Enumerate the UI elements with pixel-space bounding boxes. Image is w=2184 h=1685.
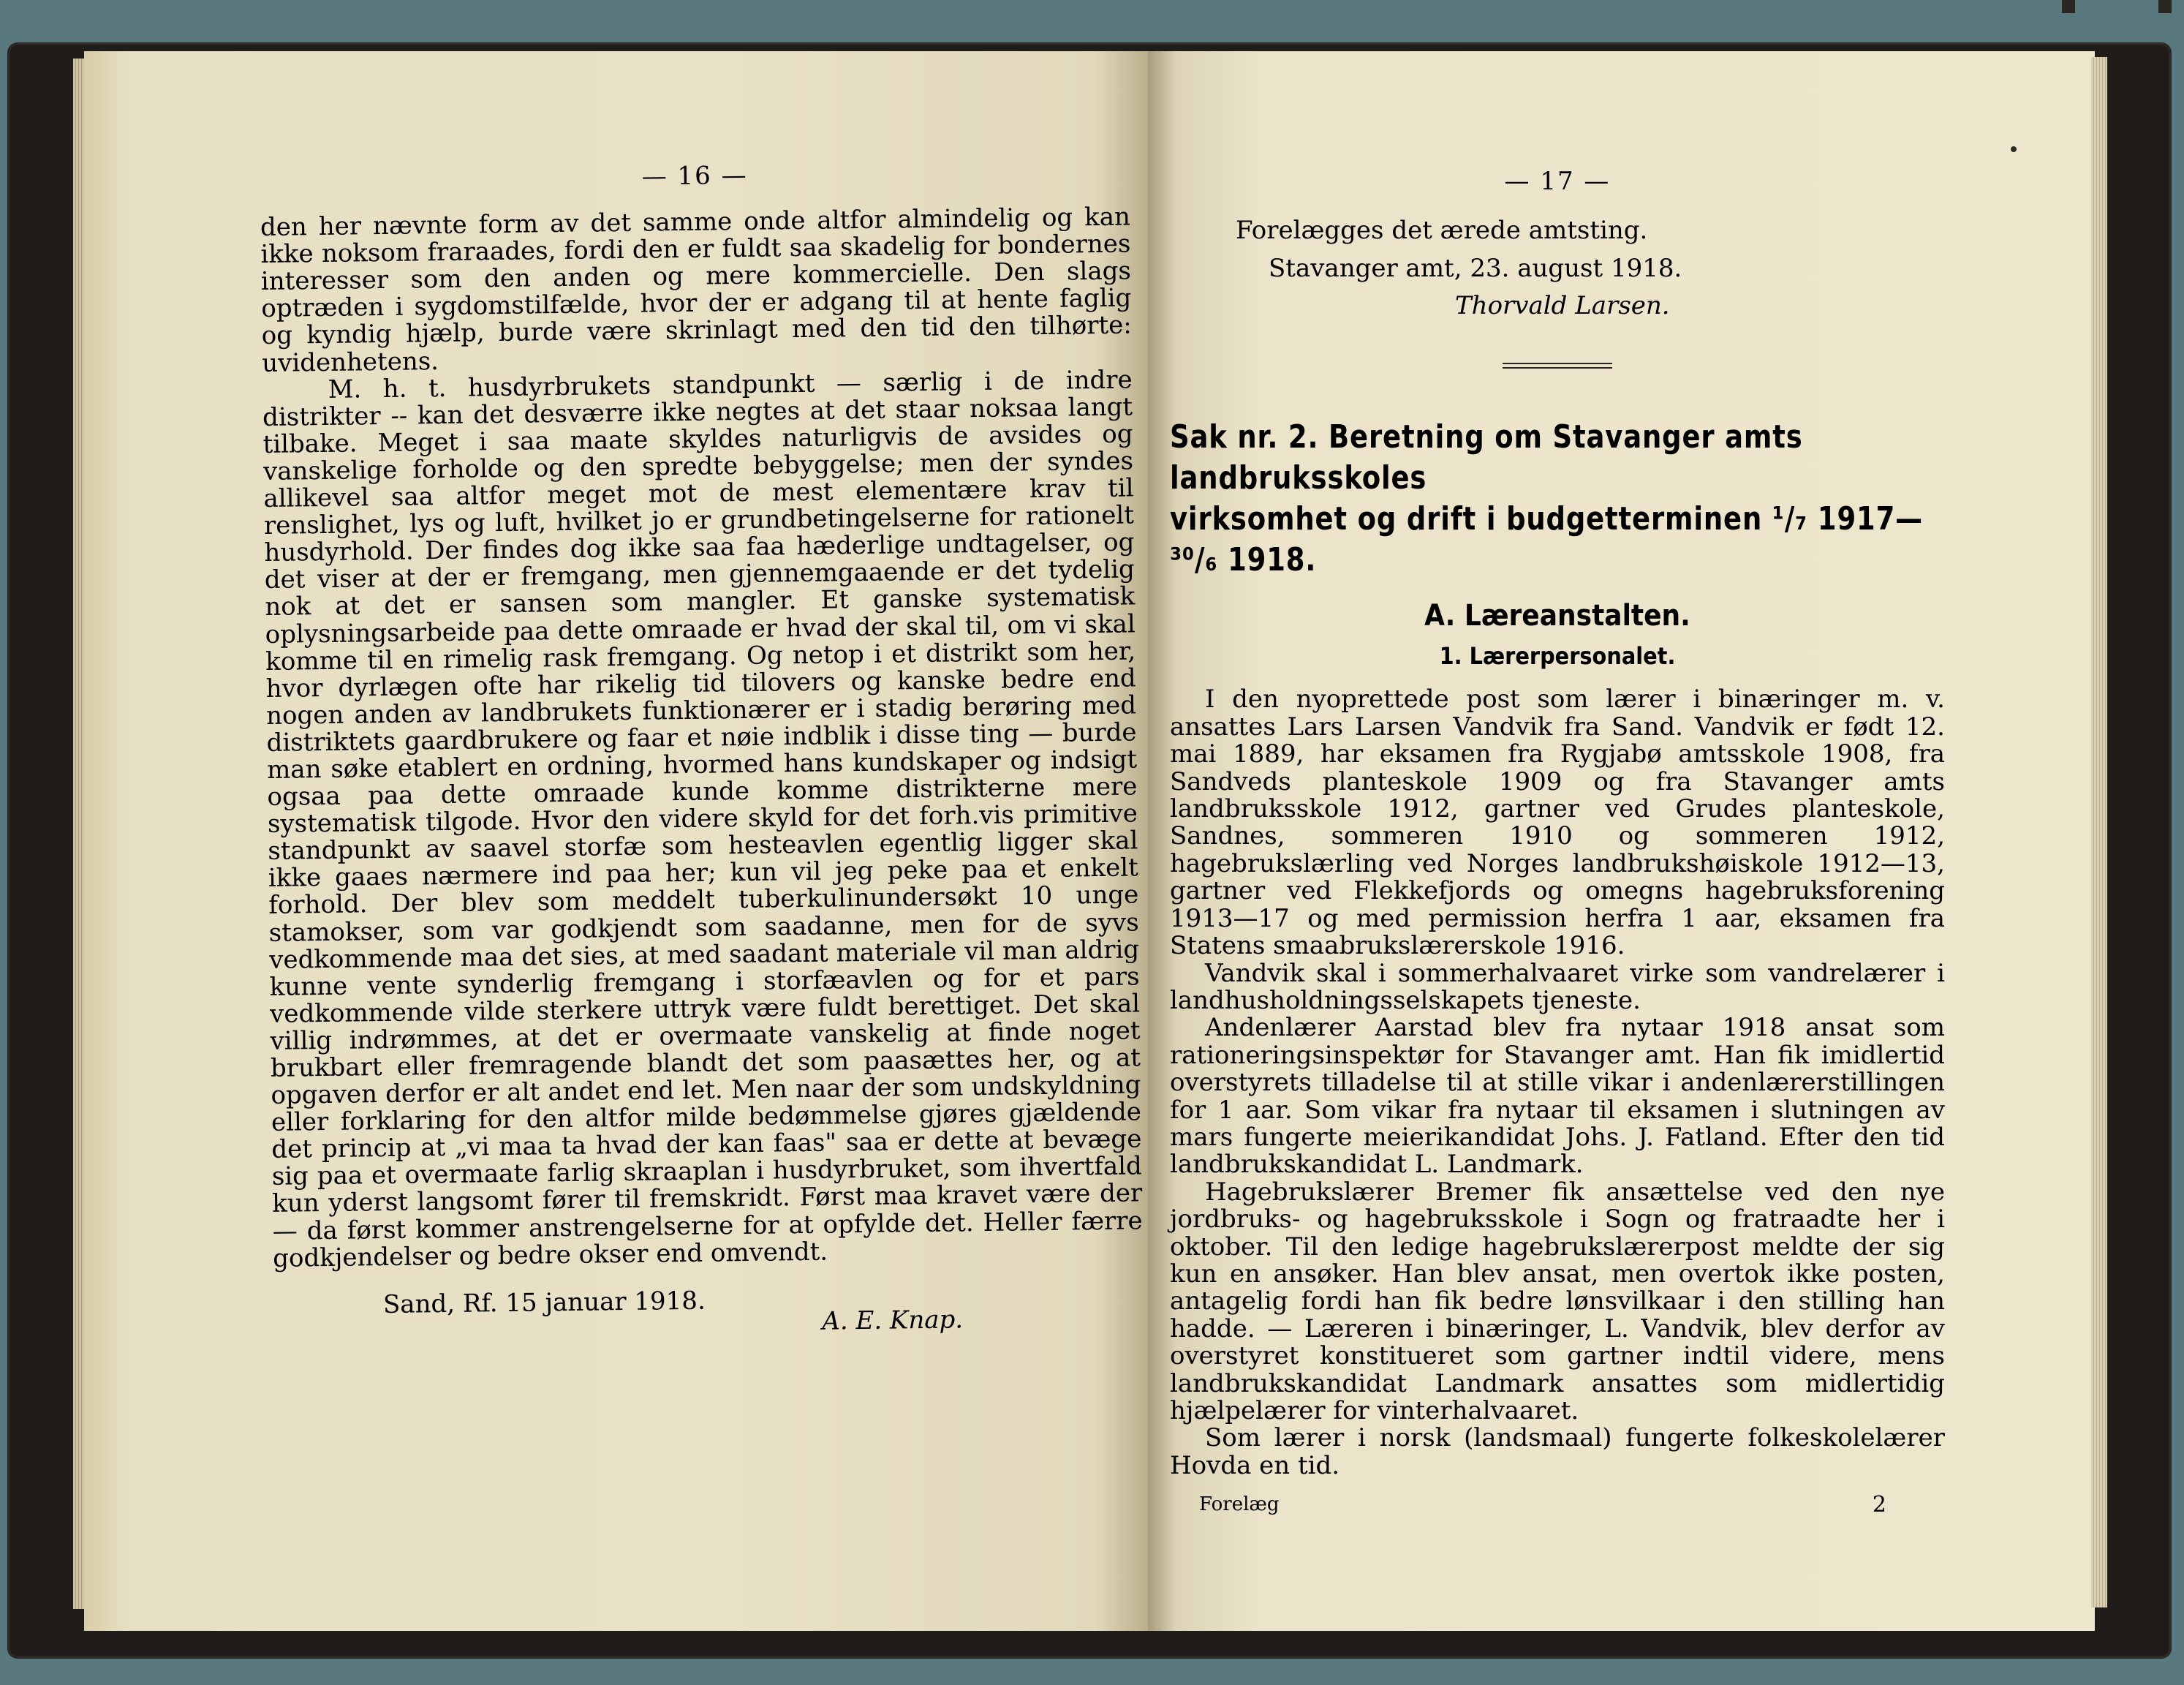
corner-mark	[2062, 0, 2075, 13]
section-title-line: Sak nr. 2. Beretning om Stavanger amts landbruksskoles	[1170, 418, 1803, 497]
page-number: — 16 —	[641, 160, 748, 192]
paragraph: den her nævnte form av det samme onde altfor almindelig og kan ikke noksom fraraades, fordi den er fuldt saa skadelig for bondernes interesser som den anden og mere kommercielle. Den slags optræden i sygdomstilfælde, hvor der er adgang til at hente faglig og kyndig hjælp, burde være skrinlagt med den tid den tilhørte: uvidenhetens.	[260, 202, 1132, 378]
place-date: Sand, Rf. 15 januar 1918.	[382, 1286, 706, 1319]
paragraph: M. h. t. husdyrbrukets standpunkt — særlig i de indre distrikter -- kan det desværre ikke negtes at det staar noksaa langt tilbake. Meget i saa maate skyldes naturligvis de avsides og vanskelige forholde og den spredte bebyggelse; men der syndes allikevel saa altfor meget mot de mest elementære krav til renslighet, lys og luft, hvilket jo er grundbetingelserne for rationelt husdyrhold. Der findes dog ikke saa faa hæderlige undtagelser, og det viser at der er fremgang, men gjennemgaaende er det tydelig nok at det er sansen som mangler. Et ganske systematisk oplysningsarbeide paa dette omraade er hvad der skal til, om vi skal komme til en rimelig rask fremgang. Og netop i et distrikt som her, hvor dyrlægen ofte har rikelig tid tilovers og kanske bedre end nogen anden av landbrukets funktionærer er i stadig berøring med distriktets gaardbrukere og faar et nøie indblik i disse ting — burde man søke etablert en ordning, hvormed hans kundskaper og indsigt ogsaa paa dette omraade kunde komme distrikterne mere systematisk tilgode. Hvor den videre skyld for det forh.vis primitive standpunkt av saavel storfæ som hesteavlen egentlig ligger skal ikke gaaes nærmere ind paa her; kun vil jeg peke paa et enkelt forhold. Der blev som meddelt tuberkulinundersøkt 10 unge stamokser, som var godkjendt som saadanne, men for de syvs vedkommende maa det sies, at med saadant materiale vil man aldrig kunne vente synderlig fremgang i storfæavlen og for et pars vedkommende vilde sterkere uttryk være fuldt berettiget. Det skal villig indrømmes, at det er overmaate vanskelig at finde noget brukbart eller fremragende blandt det som paasættes her, og at opgaven derfor er alt andet end let. Men naar der som undskyldning eller forklaring for den altfor milde bedømmelse gjøres gjældende det princip at „vi maa ta hvad der kan faas" saa er dette at bevæge sig paa et overmaate farlig skraaplan i husdyrbruket, som ihvertfald kun yderst langsomt fører til fremskridt. Først maa kravet være der — da først kommer anstrengelserne for at opfylde det. Heller færre godkjendelser og bedre okser end omvendt.	[262, 365, 1143, 1273]
left-page-text	[260, 157, 1144, 1343]
heading-a: A. Læreanstalten.	[1424, 598, 1690, 633]
speck	[2011, 146, 2017, 152]
corner-mark	[2158, 0, 2172, 13]
signature-block	[273, 1275, 1144, 1344]
section-title	[1170, 417, 1943, 581]
right-page-text	[1170, 168, 1945, 1528]
section-title-line: virksomhet og drift i budgetterminen ¹/₇ 1917—³⁰/₆ 1918.	[1170, 500, 1923, 578]
paragraph: I den nyoprettede post som lærer i binæringer m. v. ansattes Lars Larsen Vandvik fra Sand. Vandvik er født 12. mai 1889, har eksamen fra Rygjabø amtsskole 1908, fra Sandveds planteskole 1909 og fra Stavanger amts landbruksskole 1912, gartner ved Grudes planteskole, Sandnes, sommeren 1910 og sommeren 1912, hagebrukslærling ved Norges landbrukshøiskole 1912—13, gartner ved Flekkefjords og omegns hagebruksforening 1913—17 og med permission herfra 1 aar, eksamen fra Statens smaabrukslærerskole 1916.	[1170, 685, 1945, 961]
right-page-edges	[2091, 57, 2107, 1607]
paragraph: Andenlærer Aarstad blev fra nytaar 1918 ansat som rationeringsinspektør for Stavanger amt. Han fik imidlertid overstyrets tilladelse til at stille vikar i andenlærerstillingen for 1 aar. Som vikar fra nytaar til eksamen i slutningen av mars fungerte meierikandidat Johs. J. Fatland. Efter den tid landbrukskandidat L. Landmark.	[1170, 1013, 1945, 1180]
paragraph: Som lærer i norsk (landsmaal) fungerte folkeskolelærer Hovda en tid.	[1170, 1423, 1945, 1480]
footer-signature-mark: Forelæg	[1199, 1493, 1280, 1516]
footer-sheet-number: 2	[1872, 1492, 1886, 1518]
page-number: — 17 —	[1504, 167, 1611, 196]
page-footer	[1170, 1491, 1945, 1528]
dateline: Stavanger amt, 23. august 1918.	[1269, 253, 1682, 283]
double-rule	[1503, 363, 1612, 369]
presentation-line: Forelægges det ærede amtsting.	[1236, 216, 1648, 246]
paragraph: Vandvik skal i sommerhalvaaret virke som vandrelærer i landhusholdningsselskapets tjeneste.	[1170, 958, 1945, 1015]
signature: A. E. Knap.	[822, 1305, 964, 1336]
signer: Thorvald Larsen.	[1455, 291, 1670, 321]
heading-1: 1. Lærerpersonalet.	[1439, 642, 1676, 671]
paragraph: Hagebrukslærer Bremer fik ansættelse ved den nye jordbruks- og hagebruksskole i Sogn og fratraadte her i oktober. Til den ledige hagebrukslærerpost meldte der sig kun en ansøker. Han blev ansat, men overtok ikke posten, antagelig fordi han fik bedre lønsvilkaar i den stilling han hadde. — Læreren i binæringer, L. Vandvik, blev derfor av overstyret konstitueret som gartner indtil videre, mens landbrukskandidat Landmark ansattes som midlertidig hjælpelærer for vinterhalvaaret.	[1170, 1177, 1945, 1425]
